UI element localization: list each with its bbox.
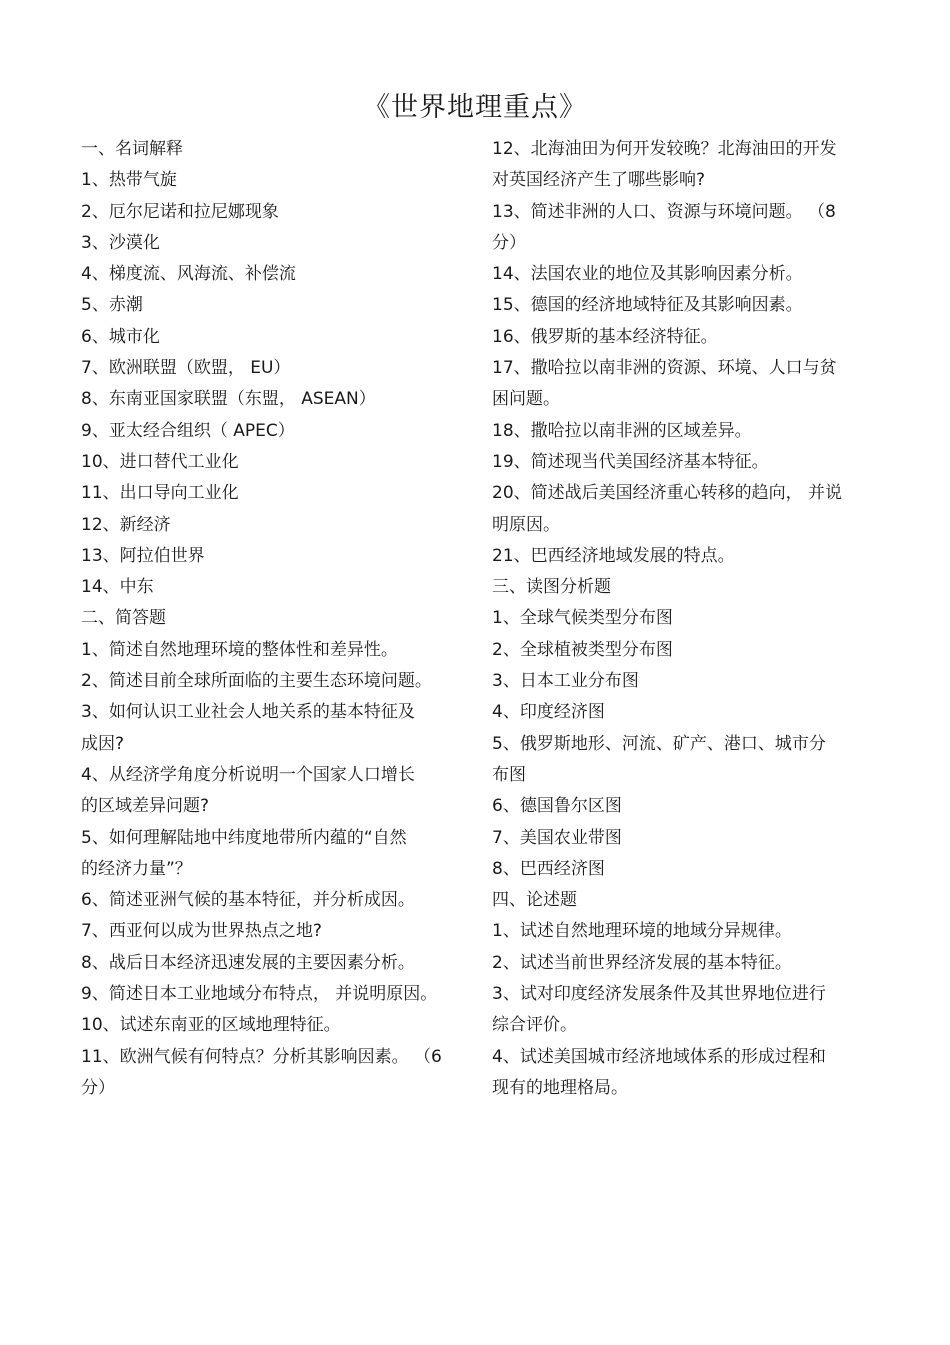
text-line: 7、西亚何以成为世界热点之地? bbox=[81, 921, 322, 942]
text-line: 4、试述美国城市经济地域体系的形成过程和 bbox=[492, 1046, 826, 1067]
text-line: 8、东南亚国家联盟（东盟， ASEAN） bbox=[81, 389, 376, 410]
text-line: 5、赤潮 bbox=[81, 295, 143, 316]
text-line: 1、简述自然地理环境的整体性和差异性。 bbox=[81, 639, 398, 660]
text-line: 16、俄罗斯的基本经济特征。 bbox=[492, 326, 718, 347]
text-line: 13、阿拉伯世界 bbox=[81, 545, 205, 566]
text-line: 6、城市化 bbox=[81, 326, 160, 347]
text-line: 9、简述日本工业地域分布特点， 并说明原因。 bbox=[81, 984, 438, 1005]
text-line: 6、德国鲁尔区图 bbox=[492, 796, 622, 817]
text-line: 1、试述自然地理环境的地域分异规律。 bbox=[492, 921, 792, 942]
text-line: 3、沙漠化 bbox=[81, 232, 160, 253]
text-line: 3、日本工业分布图 bbox=[492, 671, 639, 692]
text-line: 四、论述题 bbox=[492, 890, 577, 911]
text-line: 二、简答题 bbox=[81, 608, 166, 629]
text-line: 的经济力量”？ bbox=[81, 858, 192, 879]
text-line: 分） bbox=[492, 232, 526, 253]
text-line: 14、中东 bbox=[81, 577, 154, 598]
text-line: 7、欧洲联盟（欧盟， EU） bbox=[81, 358, 291, 379]
text-line: 14、法国农业的地位及其影响因素分析。 bbox=[492, 264, 803, 285]
text-line: 的区域差异问题? bbox=[81, 796, 210, 817]
text-line: 13、简述非洲的人口、资源与环境问题。 （8 bbox=[492, 201, 836, 222]
text-line: 4、从经济学角度分析说明一个国家人口增长 bbox=[81, 764, 415, 785]
text-line: 10、进口替代工业化 bbox=[81, 451, 239, 472]
text-line: 20、简述战后美国经济重心转移的趋向， 并说 bbox=[492, 483, 843, 504]
text-line: 2、厄尔尼诺和拉尼娜现象 bbox=[81, 201, 279, 222]
text-line: 4、梯度流、风海流、补偿流 bbox=[81, 264, 296, 285]
text-line: 2、全球植被类型分布图 bbox=[492, 639, 673, 660]
text-line: 5、俄罗斯地形、河流、矿产、港口、城市分 bbox=[492, 733, 826, 754]
text-line: 1、热带气旋 bbox=[81, 170, 177, 191]
text-line: 8、巴西经济图 bbox=[492, 858, 605, 879]
text-line: 对英国经济产生了哪些影响? bbox=[492, 170, 706, 191]
text-line: 布图 bbox=[492, 764, 526, 785]
text-line: 7、美国农业带图 bbox=[492, 827, 622, 848]
text-line: 12、北海油田为何开发较晚？北海油田的开发 bbox=[492, 139, 837, 159]
text-line: 5、如何理解陆地中纬度地带所内蕴的“自然 bbox=[81, 827, 407, 848]
text-line: 一、名词解释 bbox=[81, 139, 183, 159]
text-line: 4、印度经济图 bbox=[492, 702, 605, 723]
text-line: 3、如何认识工业社会人地关系的基本特征及 bbox=[81, 702, 415, 723]
text-line: 11、出口导向工业化 bbox=[81, 483, 239, 504]
text-line: 9、亚太经合组织（ APEC） bbox=[81, 420, 295, 441]
text-line: 1、全球气候类型分布图 bbox=[492, 608, 673, 629]
text-line: 8、战后日本经济迅速发展的主要因素分析。 bbox=[81, 952, 415, 973]
right-column bbox=[492, 134, 877, 1104]
text-line: 成因? bbox=[81, 733, 125, 754]
text-line: 6、简述亚洲气候的基本特征，并分析成因。 bbox=[81, 890, 415, 911]
text-line: 21、巴西经济地域发展的特点。 bbox=[492, 545, 735, 566]
text-line: 2、简述目前全球所面临的主要生态环境问题。 bbox=[81, 671, 432, 692]
page-title: 《世界地理重点》 bbox=[363, 92, 587, 123]
left-column bbox=[81, 134, 471, 1104]
text-line: 2、试述当前世界经济发展的基本特征。 bbox=[492, 952, 792, 973]
text-line: 10、试述东南亚的区域地理特征。 bbox=[81, 1015, 341, 1036]
text-line: 现有的地理格局。 bbox=[492, 1077, 628, 1098]
text-line: 3、试对印度经济发展条件及其世界地位进行 bbox=[492, 984, 826, 1005]
text-line: 12、新经济 bbox=[81, 514, 171, 535]
text-line: 困问题。 bbox=[492, 389, 560, 410]
text-line: 18、撒哈拉以南非洲的区域差异。 bbox=[492, 420, 752, 441]
text-line: 明原因。 bbox=[492, 514, 560, 535]
text-line: 17、撒哈拉以南非洲的资源、环境、人口与贫 bbox=[492, 358, 837, 379]
text-line: 分） bbox=[81, 1077, 115, 1098]
text-line: 三、读图分析题 bbox=[492, 577, 611, 598]
text-line: 19、简述现当代美国经济基本特征。 bbox=[492, 451, 769, 472]
text-line: 综合评价。 bbox=[492, 1015, 577, 1036]
text-line: 15、德国的经济地域特征及其影响因素。 bbox=[492, 295, 803, 316]
text-line: 11、欧洲气候有何特点？分析其影响因素。 （6 bbox=[81, 1046, 442, 1067]
